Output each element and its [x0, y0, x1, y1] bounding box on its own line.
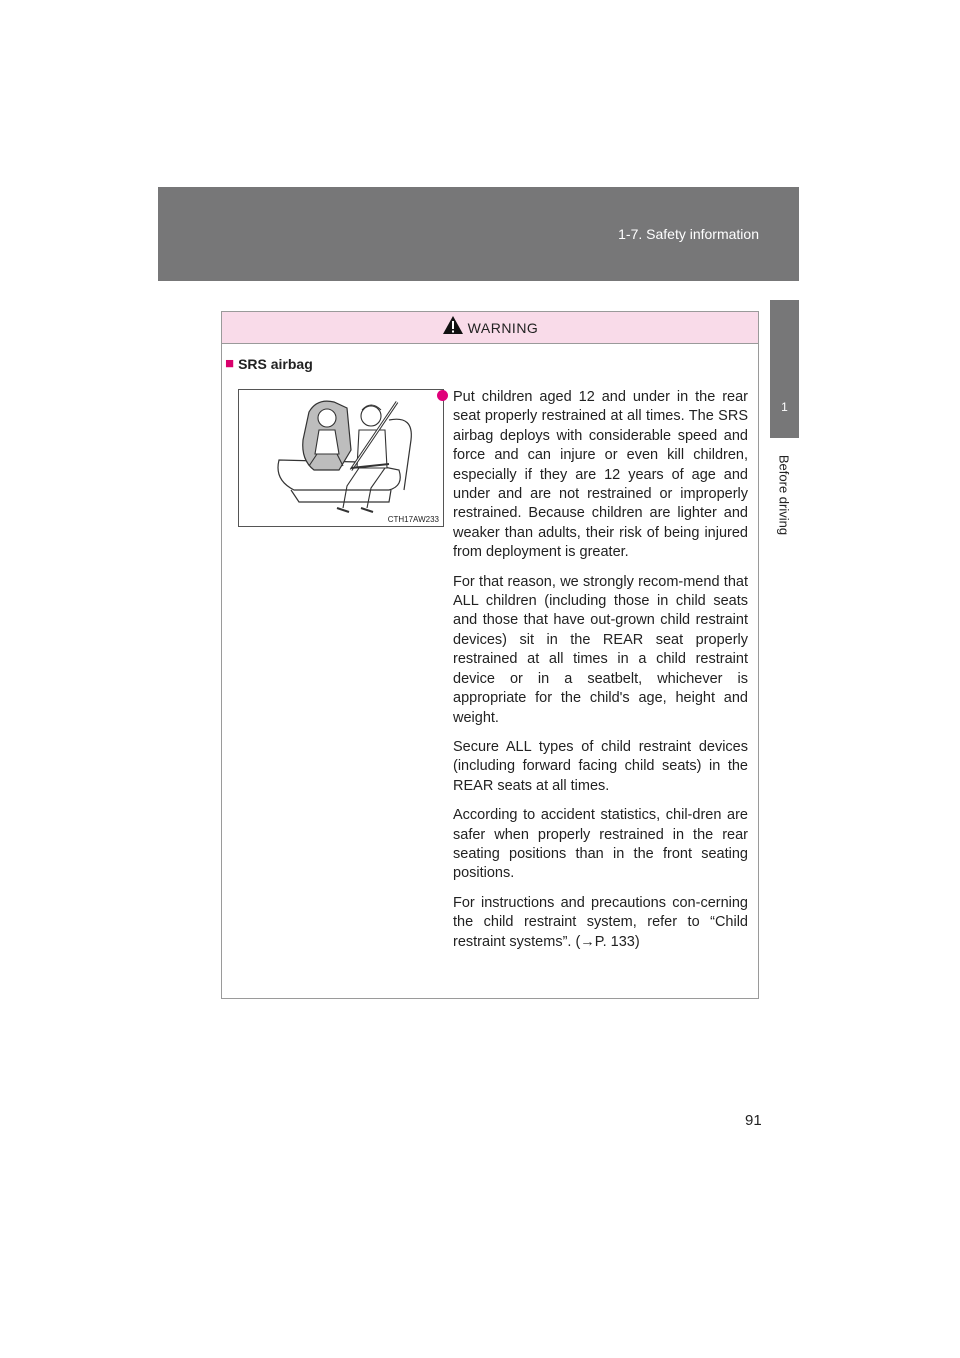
paragraph: Secure ALL types of child restraint devices (including forward facing child seats) in the REAR seats at all times. — [453, 738, 748, 794]
page-number: 91 — [745, 1112, 762, 1129]
paragraph: Put children aged 12 and under in the rear seat properly restrained at all times. The SRS airbag deploys with considerable speed and force and can injure or even kill children, especially if they are 12 years of age and under and are not restrained or improperly restrained. Because children are lighter and weaker than adults, their risk of being injured from deployment is greater. — [453, 389, 748, 561]
warning-text — [453, 388, 748, 962]
paragraph: For that reason, we strongly recom-mend that ALL children (including those in child seats and those that have out-grown child restraint devices) sit in the REAR seat properly restrained at all times in a child restraint device or in a seatbelt, whichever is appropriate for the child's age, height and weight. — [453, 573, 748, 726]
round-bullet-icon — [437, 390, 448, 401]
children-in-seats-drawing — [239, 390, 443, 526]
warning-header — [222, 312, 758, 344]
chapter-tab — [770, 300, 799, 438]
warning-box — [221, 311, 759, 999]
warning-triangle-icon — [442, 315, 464, 340]
child-seat-illustration — [238, 389, 444, 527]
illustration-code: CTH17AW233 — [387, 515, 439, 524]
header-band — [158, 187, 799, 281]
square-bullet-icon: ■ — [225, 355, 235, 372]
chapter-label: Before driving — [776, 454, 792, 536]
section-heading — [225, 355, 313, 372]
section-title: 1-7. Safety information — [618, 226, 759, 242]
chapter-number: 1 — [781, 400, 788, 414]
section-heading-text: SRS airbag — [238, 355, 313, 372]
paragraph: For instructions and precautions con-cerning the child restraint system, refer to “Child restraint systems”. (→P. 133) — [453, 894, 748, 950]
warning-heading: WARNING — [467, 319, 539, 336]
paragraph: According to accident statistics, chil-dren are safer when properly restrained in the rear seating positions than in the front seating positions. — [453, 807, 748, 882]
